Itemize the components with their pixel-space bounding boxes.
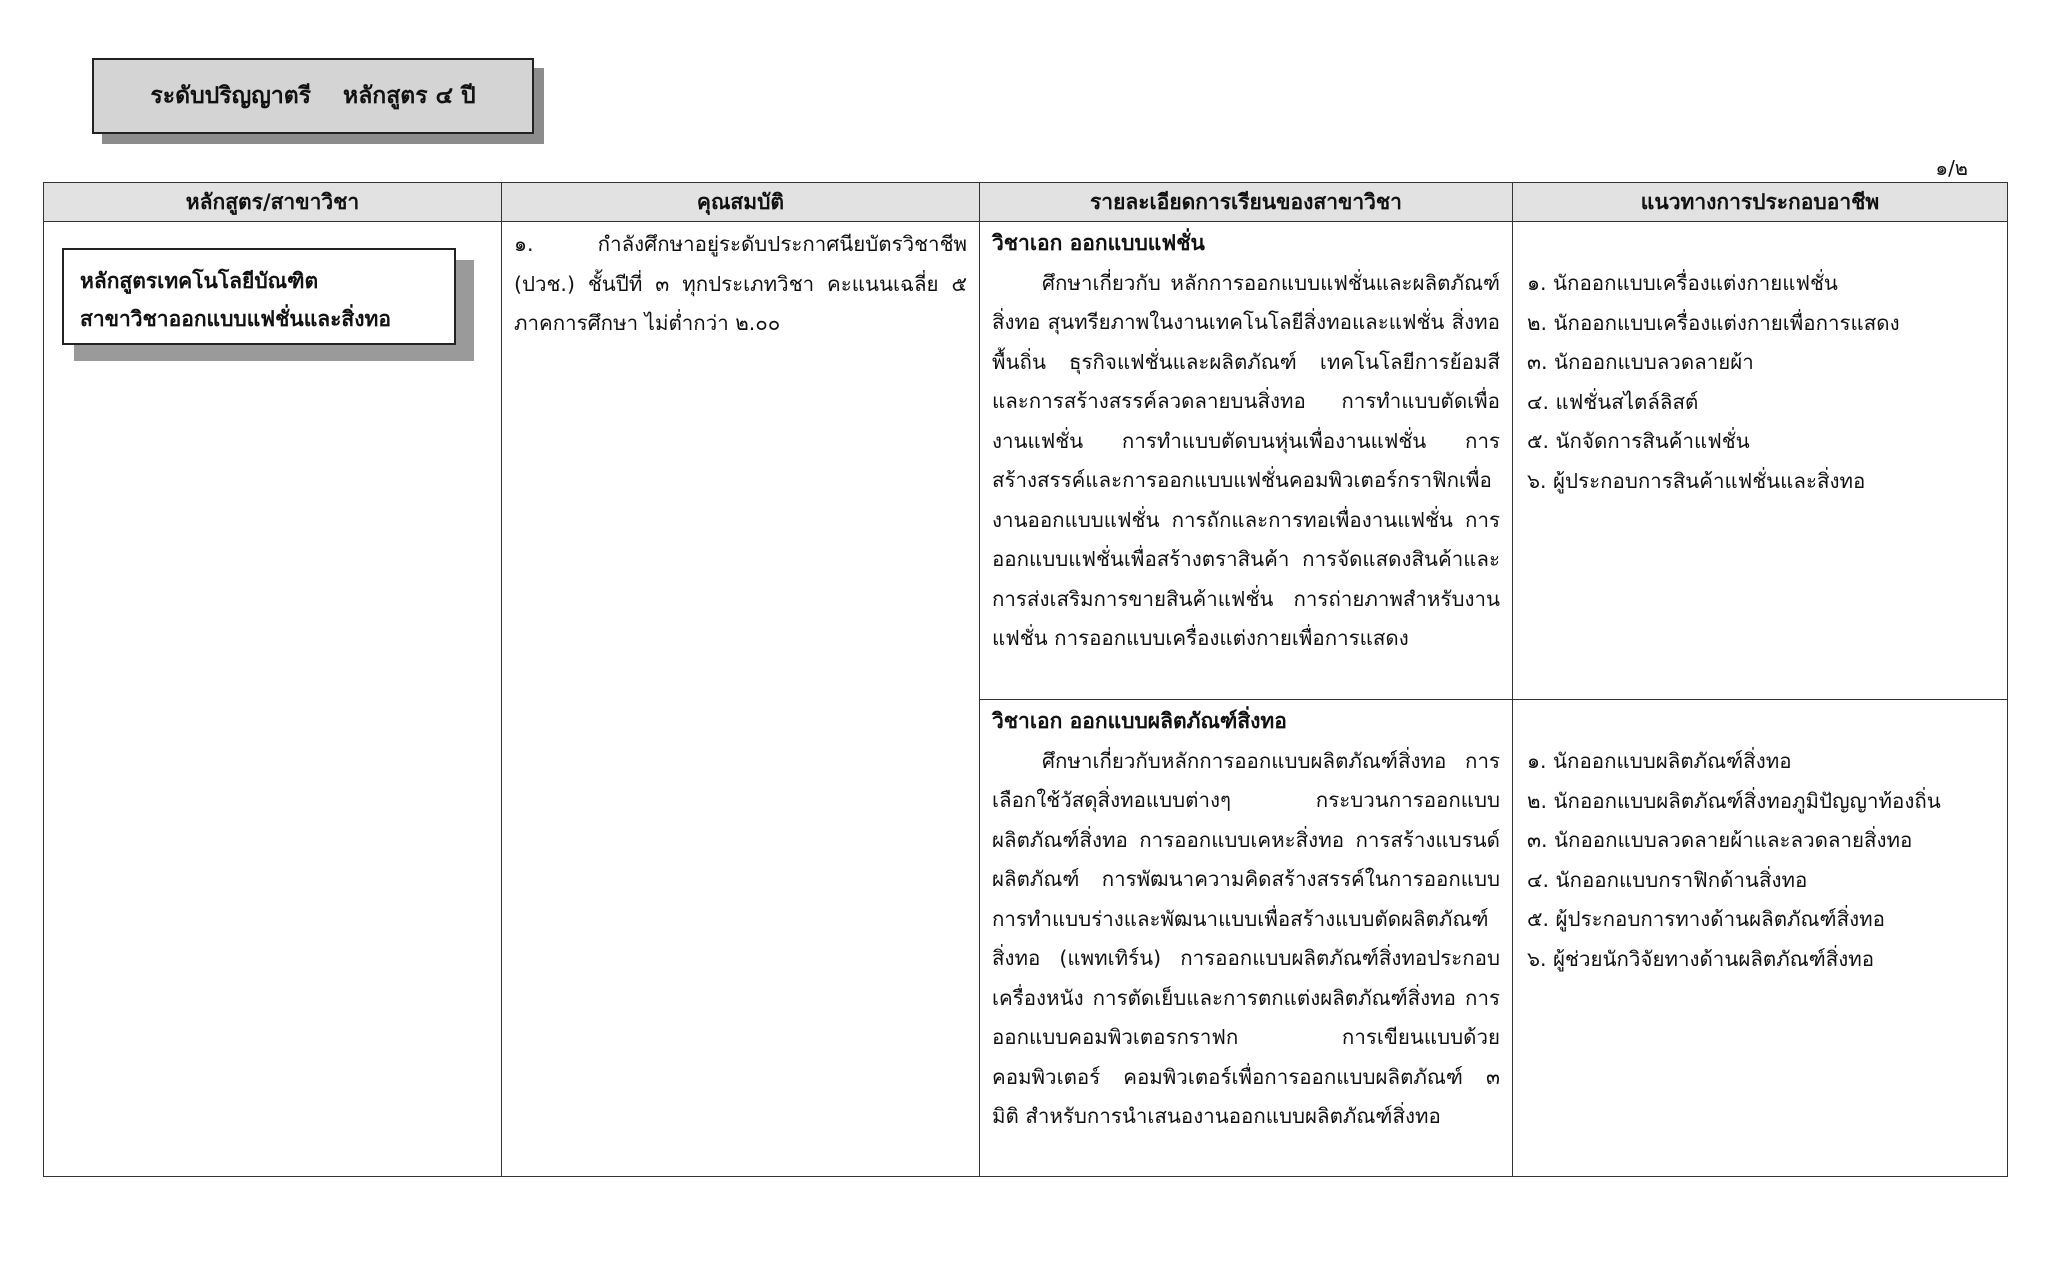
- career-item: ๑. นักออกแบบผลิตภัณฑ์สิ่งทอ: [1527, 749, 1792, 773]
- major-description: ศึกษาเกี่ยวกับ หลักการออกแบบแฟชั่นและผลิตภัณฑ์สิ่งทอ สุนทรียภาพในงานเทคโนโลยีสิ่งทอและแฟชั่น สิ่งทอพื้นถิ่น ธุรกิจแฟชั่นและผลิตภัณฑ์ เทคโนโลยีการย้อมสีและการสร้างสรรค์ลวดลายบนสิ่งทอ การทำแบบตัดเพื่องานแฟชั่น การทำแบบตัดบนหุ่นเพื่องานแฟชั่น การสร้างสรรค์และการออกแบบแฟชั่นคอมพิวเตอร์กราฟิกเพื่องานออกแบบแฟชั่น การถักและการทอเพื่องานแฟชั่น การออกแบบแฟชั่นเพื่อสร้างตราสินค้า การจัดแสดงสินค้าและการส่งเสริมการขายสินค้าแฟชั่น การถ่ายภาพสำหรับงานแฟชั่น การออกแบบเครื่องแต่งกายเพื่อการแสดง: [992, 270, 1500, 650]
- course-name-box: [62, 248, 474, 361]
- career-item: ๖. ผู้ประกอบการสินค้าแฟชั่นและสิ่งทอ: [1527, 468, 1866, 493]
- qualification-cell: [502, 222, 980, 1177]
- course-name-line1: หลักสูตรเทคโนโลยีบัณฑิต: [80, 269, 319, 293]
- page-title-box: [92, 58, 534, 134]
- table-row: [44, 222, 2008, 700]
- major-detail-cell: [980, 222, 1513, 700]
- career-item: ๕. ผู้ประกอบการทางด้านผลิตภัณฑ์สิ่งทอ: [1527, 907, 1885, 931]
- career-list: [1513, 700, 2007, 979]
- career-cell: [1513, 222, 2008, 700]
- program-cell: [44, 222, 502, 1177]
- career-item: ๕. นักจัดการสินค้าแฟชั่น: [1527, 429, 1750, 453]
- page-title: ระดับปริญญาตรี หลักสูตร ๔ ปี: [92, 58, 534, 134]
- column-header-qualification: คุณสมบัติ: [502, 183, 980, 222]
- column-header-program: หลักสูตร/สาขาวิชา: [44, 183, 502, 222]
- career-item: ๔. แฟชั่นสไตล์ลิสต์: [1527, 389, 1699, 414]
- career-list: [1513, 222, 2007, 501]
- table-header-row: [44, 183, 2008, 222]
- curriculum-table: [43, 182, 2008, 1177]
- column-header-career: แนวทางการประกอบอาชีพ: [1513, 183, 2008, 222]
- career-item: ๒. นักออกแบบผลิตภัณฑ์สิ่งทอภูมิปัญญาท้องถิ่น: [1527, 788, 1941, 813]
- career-item: ๑. นักออกแบบเครื่องแต่งกายแฟชั่น: [1527, 271, 1838, 295]
- career-item: ๓. นักออกแบบลวดลายผ้าและลวดลายสิ่งทอ: [1527, 828, 1913, 852]
- career-item: ๓. นักออกแบบลวดลายผ้า: [1527, 350, 1754, 374]
- column-header-study-details: รายละเอียดการเรียนของสาขาวิชา: [980, 183, 1513, 222]
- career-item: ๖. ผู้ช่วยนักวิจัยทางด้านผลิตภัณฑ์สิ่งทอ: [1527, 946, 1875, 971]
- major-title: วิชาเอก ออกแบบผลิตภัณฑ์สิ่งทอ: [992, 709, 1287, 733]
- course-name: [62, 248, 456, 345]
- career-cell: [1513, 700, 2008, 1177]
- career-item: ๔. นักออกแบบกราฟิกด้านสิ่งทอ: [1527, 867, 1808, 892]
- qualification-text: ๑. กำลังศึกษาอยู่ระดับประกาศนียบัตรวิชาชีพ (ปวช.) ชั้นปีที่ ๓ ทุกประเภทวิชา คะแนนเฉลี่ย ๕ ภาคการศึกษา ไม่ต่ำกว่า ๒.๐๐: [514, 232, 967, 335]
- page-number: ๑/๒: [1935, 156, 1968, 180]
- major-detail-cell: [980, 700, 1513, 1177]
- course-name-line2: สาขาวิชาออกแบบแฟชั่นและสิ่งทอ: [80, 307, 391, 331]
- major-description: ศึกษาเกี่ยวกับหลักการออกแบบผลิตภัณฑ์สิ่งทอ การเลือกใช้วัสดุสิ่งทอแบบต่างๆ กระบวนการออกแบบผลิตภัณฑ์สิ่งทอ การออกแบบเคหะสิ่งทอ การสร้างแบรนด์ผลิตภัณฑ์ การพัฒนาความคิดสร้างสรรค์ในการออกแบบ การทำแบบร่างและพัฒนาแบบเพื่อสร้างแบบตัดผลิตภัณฑ์สิ่งทอ (แพทเทิร์น) การออกแบบผลิตภัณฑ์สิ่งทอประกอบเครื่องหนัง การตัดเย็บและการตกแต่งผลิตภัณฑ์สิ่งทอ การออกแบบคอมพิวเตอรกราฟก การเขียนแบบด้วยคอมพิวเตอร์ คอมพิวเตอร์เพื่อการออกแบบผลิตภัณฑ์ ๓ มิติ สำหรับการนำเสนองานออกแบบผลิตภัณฑ์สิ่งทอ: [992, 748, 1500, 1128]
- major-title: วิชาเอก ออกแบบแฟชั่น: [992, 231, 1205, 255]
- career-item: ๒. นักออกแบบเครื่องแต่งกายเพื่อการแสดง: [1527, 310, 1900, 335]
